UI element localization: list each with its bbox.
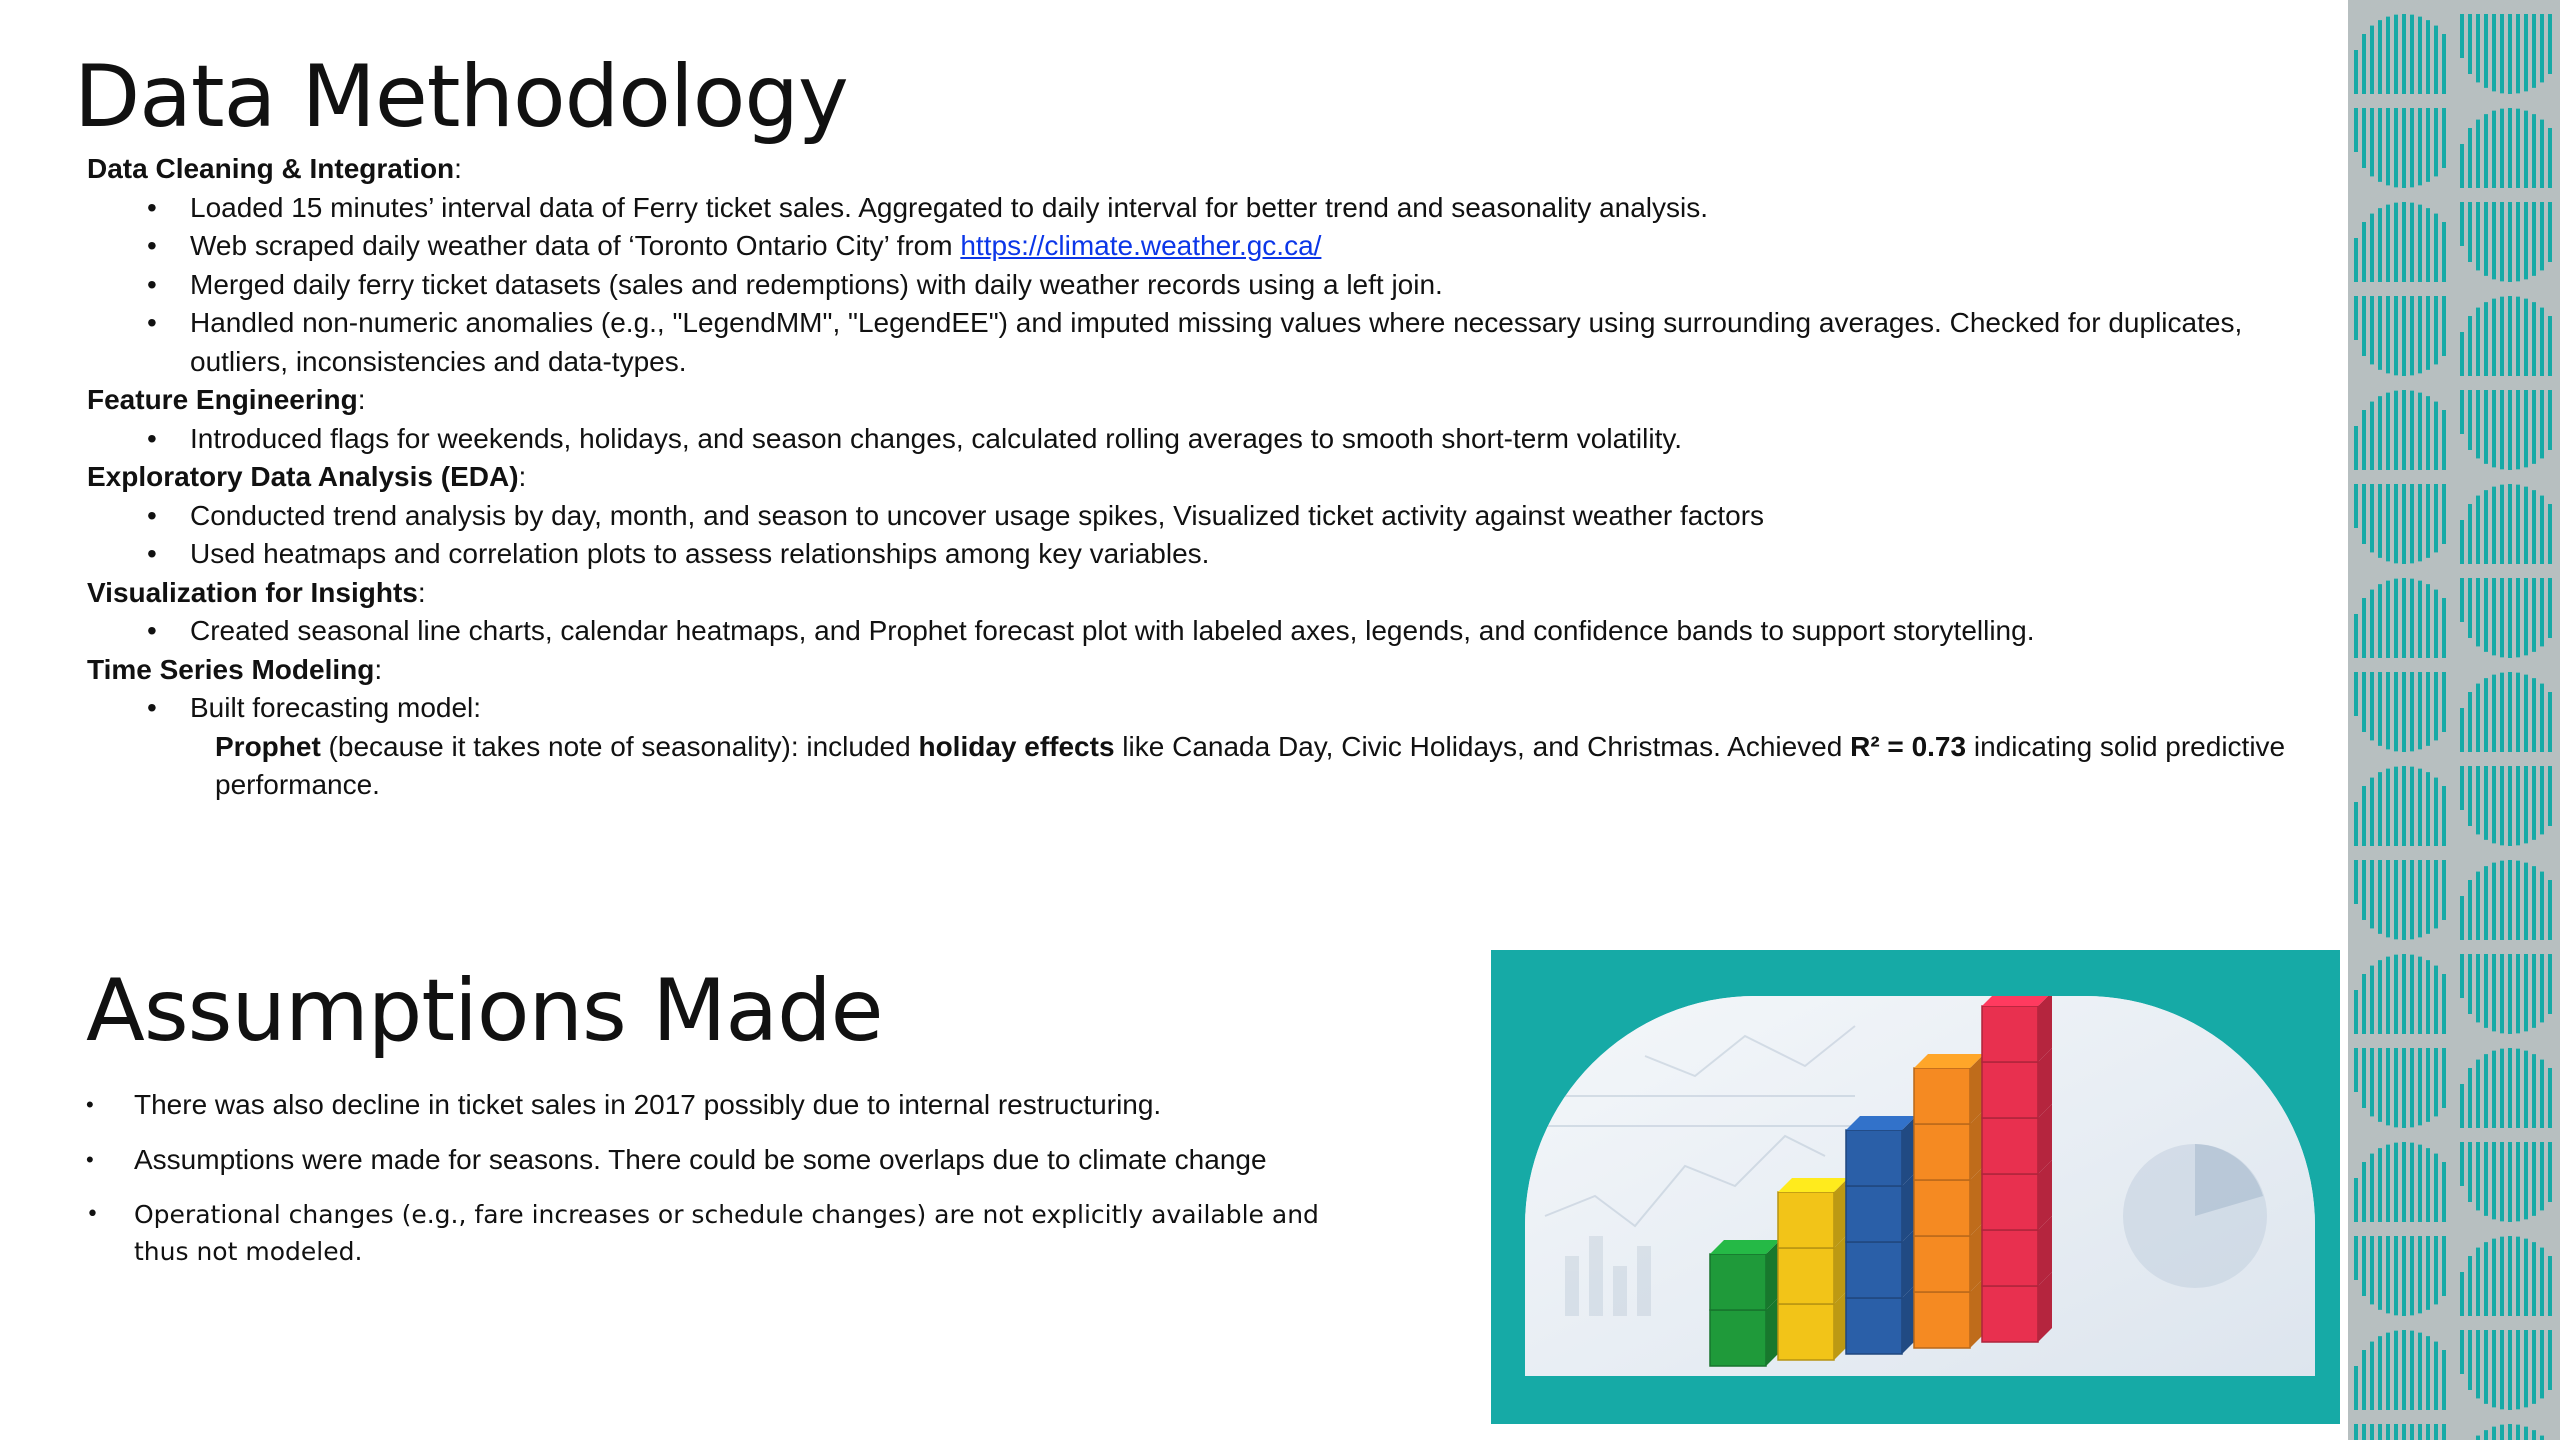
section-eda bbox=[87, 458, 2317, 574]
section-heading: Data Cleaning & Integration: bbox=[87, 153, 462, 184]
section-heading: Feature Engineering: bbox=[87, 384, 366, 415]
arch-tile bbox=[2354, 672, 2446, 752]
bullet-item: • Built forecasting model: bbox=[87, 689, 2317, 728]
block-face bbox=[1914, 1236, 1970, 1292]
arch-tile bbox=[2354, 108, 2446, 188]
block-face bbox=[1914, 1068, 1970, 1124]
arch-tile bbox=[2460, 202, 2552, 282]
block-face bbox=[1982, 1174, 2038, 1230]
bullet-item: • Created seasonal line charts, calendar heatmaps, and Prophet forecast plot with labeled axes, legends, and confidence bands to support storytelling. bbox=[87, 612, 2317, 651]
bullet-item: • Conducted trend analysis by day, month, and season to uncover usage spikes, Visualized ticket activity against weather factors bbox=[87, 497, 2317, 536]
block-face bbox=[1982, 1286, 2038, 1342]
assumption-item: • Operational changes (e.g., fare increases or schedule changes) are not explicitly available and thus not modeled. bbox=[86, 1196, 1346, 1270]
block-face bbox=[1914, 1124, 1970, 1180]
arch-tile bbox=[2354, 954, 2446, 1034]
arch-tile bbox=[2460, 1236, 2552, 1316]
block-face bbox=[1846, 1130, 1902, 1186]
section-heading: Exploratory Data Analysis (EDA): bbox=[87, 461, 527, 492]
arch-tile bbox=[2460, 108, 2552, 188]
block-face bbox=[1778, 1304, 1834, 1360]
block-face bbox=[1846, 1186, 1902, 1242]
section-data-cleaning bbox=[87, 150, 2317, 381]
block-face bbox=[1914, 1292, 1970, 1348]
block-face bbox=[1982, 1118, 2038, 1174]
arch-tile bbox=[2354, 1330, 2446, 1410]
block-face bbox=[1982, 1006, 2038, 1062]
arch-tile bbox=[2354, 1142, 2446, 1222]
arch-tile bbox=[2460, 578, 2552, 658]
section-heading: Time Series Modeling: bbox=[87, 653, 383, 685]
climate-weather-link[interactable]: https://climate.weather.gc.ca/ bbox=[960, 230, 1322, 261]
arch-tile bbox=[2354, 766, 2446, 846]
block-face bbox=[1846, 1298, 1902, 1354]
assumption-item: • There was also decline in ticket sales in 2017 possibly due to internal restructuring. bbox=[86, 1086, 1346, 1124]
block-face bbox=[1982, 1230, 2038, 1286]
block-face bbox=[1710, 1254, 1766, 1310]
arch-tile bbox=[2460, 1142, 2552, 1222]
block-face bbox=[1778, 1248, 1834, 1304]
arch-tile bbox=[2460, 390, 2552, 470]
block-face bbox=[1778, 1192, 1834, 1248]
arch-tile bbox=[2354, 296, 2446, 376]
arch-tile bbox=[2354, 14, 2446, 94]
arch-tile bbox=[2354, 860, 2446, 940]
striped-arch-pattern bbox=[2348, 0, 2560, 1440]
arch-tile bbox=[2460, 296, 2552, 376]
arch-tile bbox=[2354, 390, 2446, 470]
block-face bbox=[1846, 1242, 1902, 1298]
block-face bbox=[1982, 1062, 2038, 1118]
bullet-item: • Web scraped daily weather data of ‘Toronto Ontario City’ from https://climate.weather.gc.ca/ bbox=[87, 227, 2317, 266]
arch-tile bbox=[2354, 1236, 2446, 1316]
arch-tile bbox=[2460, 672, 2552, 752]
arch-tile bbox=[2460, 484, 2552, 564]
section-visualization bbox=[87, 574, 2317, 651]
assumption-item: • Assumptions were made for seasons. There could be some overlaps due to climate change bbox=[86, 1141, 1346, 1179]
methodology-content bbox=[87, 150, 2317, 805]
arch-tile bbox=[2460, 1330, 2552, 1410]
section-heading: Visualization for Insights: bbox=[87, 576, 426, 608]
page-title-methodology: Data Methodology bbox=[74, 47, 848, 147]
arch-tile bbox=[2354, 484, 2446, 564]
arch-tile bbox=[2460, 14, 2552, 94]
blocks-chart-image bbox=[1525, 996, 2315, 1376]
bullet-item: • Used heatmaps and correlation plots to assess relationships among key variables. bbox=[87, 535, 2317, 574]
arch-tile bbox=[2354, 1048, 2446, 1128]
arch-tile bbox=[2460, 954, 2552, 1034]
block-face bbox=[1710, 1310, 1766, 1366]
arch-tile bbox=[2354, 578, 2446, 658]
assumptions-list bbox=[86, 1086, 1346, 1270]
section-feature-engineering bbox=[87, 381, 2317, 458]
blocks-illustration bbox=[1525, 996, 2315, 1376]
arch-tile bbox=[2460, 766, 2552, 846]
section-title-assumptions: Assumptions Made bbox=[86, 961, 883, 1061]
arch-tile bbox=[2460, 860, 2552, 940]
arch-tile bbox=[2460, 1424, 2552, 1440]
bullet-item: • Introduced flags for weekends, holidays, and season changes, calculated rolling averages to smooth short-term volatility. bbox=[87, 420, 2317, 459]
bullet-item: • Loaded 15 minutes’ interval data of Ferry ticket sales. Aggregated to daily interval for better trend and seasonality analysis. bbox=[87, 189, 2317, 228]
decorative-pattern-strip bbox=[2348, 0, 2560, 1440]
bullet-item: • Handled non-numeric anomalies (e.g., "LegendMM", "LegendEE") and imputed missing values where necessary using surrounding averages. Checked for duplicates, outliers, inconsistencies and data-types. bbox=[87, 304, 2317, 381]
blocks-chart-image-frame bbox=[1491, 950, 2340, 1424]
bullet-item: • Merged daily ferry ticket datasets (sales and redemptions) with daily weather records using a left join. bbox=[87, 266, 2317, 305]
section-time-series-modeling bbox=[87, 651, 2317, 805]
arch-tile bbox=[2354, 1424, 2446, 1440]
arch-tile bbox=[2460, 1048, 2552, 1128]
model-description: Prophet (because it takes note of seasonality): included holiday effects like Canada Day, Civic Holidays, and Christmas. Achieved R² = 0.73 indicating solid predictive performance. bbox=[215, 730, 2286, 800]
block-face bbox=[1914, 1180, 1970, 1236]
arch-tile bbox=[2354, 202, 2446, 282]
